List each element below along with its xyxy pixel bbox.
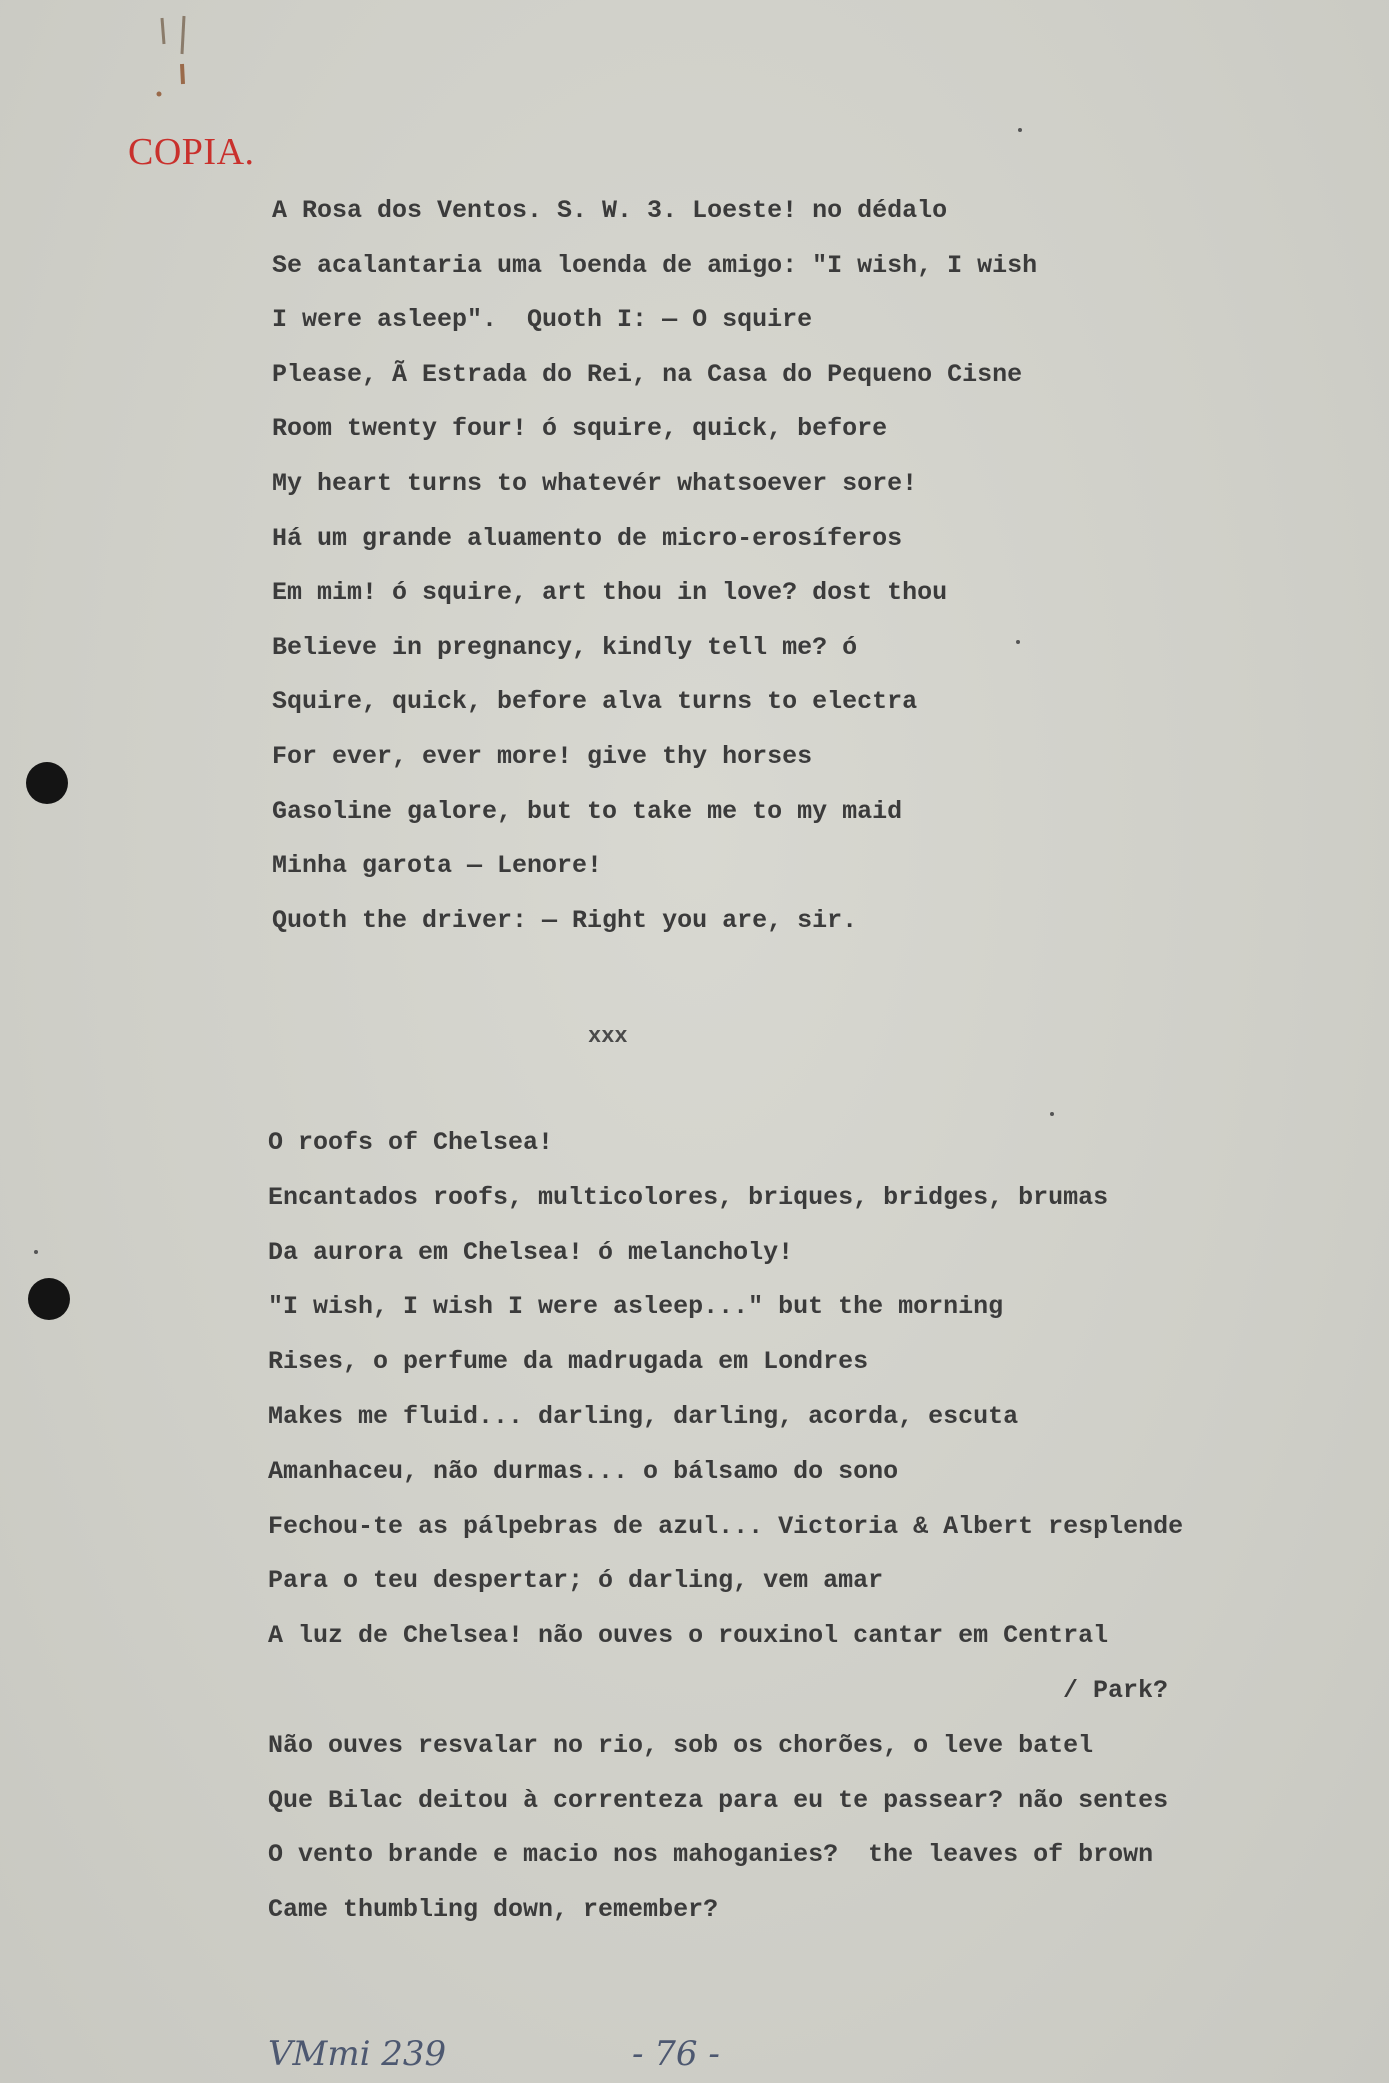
poem-line: Please, Ã Estrada do Rei, na Casa do Pequeno Cisne [272,359,1023,389]
poem-line: O roofs of Chelsea! [268,1128,554,1157]
copia-stamp: COPIA. [128,131,255,173]
poem-line: Minha garota — Lenore! [272,851,603,881]
poem-line: Squire, quick, before alva turns to electra [272,687,918,717]
punch-hole-top [26,762,68,804]
paper-speck [1018,128,1022,132]
poem-line: Rises, o perfume da madrugada em Londres [268,1347,869,1377]
poem-line: Amanhaceu, não durmas... o bálsamo do sono [268,1456,899,1486]
poem-line-continuation: / Park? [1062,1675,1168,1705]
poem-line: Da aurora em Chelsea! ó melancholy! [268,1237,794,1267]
poem-line: Há um grande aluamento de micro-erosíferos [272,523,903,553]
poem-line: Makes me fluid... darling, darling, acorda, escuta [268,1401,1019,1431]
paper-speck [1050,1112,1054,1116]
poem-line: Se acalantaria uma loenda de amigo: "I wish, I wish [272,250,1038,280]
paper-speck [1016,640,1020,644]
poem-line: Que Bilac deitou à correnteza para eu te passear? não sentes [268,1785,1169,1815]
poem-line: For ever, ever more! give thy horses [272,741,813,771]
poem-stanza-2 [268,1128,1183,1950]
poem-line: Encantados roofs, multicolores, briques, bridges, brumas [268,1182,1109,1212]
poem-line: My heart turns to whatevér whatsoever sore! [272,468,918,498]
handwritten-page-number: - 76 - [632,2034,720,2074]
poem-stanza-1 [272,196,1037,960]
poem-line: Quoth the driver: — Right you are, sir. [272,905,858,935]
poem-line: "I wish, I wish I were asleep..." but the morning [268,1292,1004,1322]
poem-line: Came thumbling down, remember? [268,1895,719,1925]
poem-line: Para o teu despertar; ó darling, vem amar [268,1566,884,1596]
poem-line: A luz de Chelsea! não ouves o rouxinol cantar em Central [268,1621,1109,1651]
poem-line: O vento brande e macio nos mahoganies? the leaves of brown [268,1840,1154,1870]
poem-line: Em mim! ó squire, art thou in love? dost thou [272,578,948,608]
handwritten-reference: VMmi 239 [268,2034,447,2074]
stanza-separator: xxx [588,1024,628,1049]
punch-hole-bottom [28,1278,70,1320]
poem-line: Gasoline galore, but to take me to my maid [272,796,903,826]
poem-line: Não ouves resvalar no rio, sob os chorões, o leve batel [268,1730,1094,1760]
poem-line: I were asleep". Quoth I: — O squire [272,305,813,335]
pencil-tick-marks [156,14,196,100]
paper-speck [34,1250,38,1254]
poem-line: A Rosa dos Ventos. S. W. 3. Loeste! no dédalo [272,196,948,225]
poem-line: Room twenty four! ó squire, quick, before [272,414,888,444]
poem-line: Believe in pregnancy, kindly tell me? ó [272,632,858,662]
poem-line: Fechou-te as pálpebras de azul... Victoria & Albert resplende [268,1511,1184,1541]
